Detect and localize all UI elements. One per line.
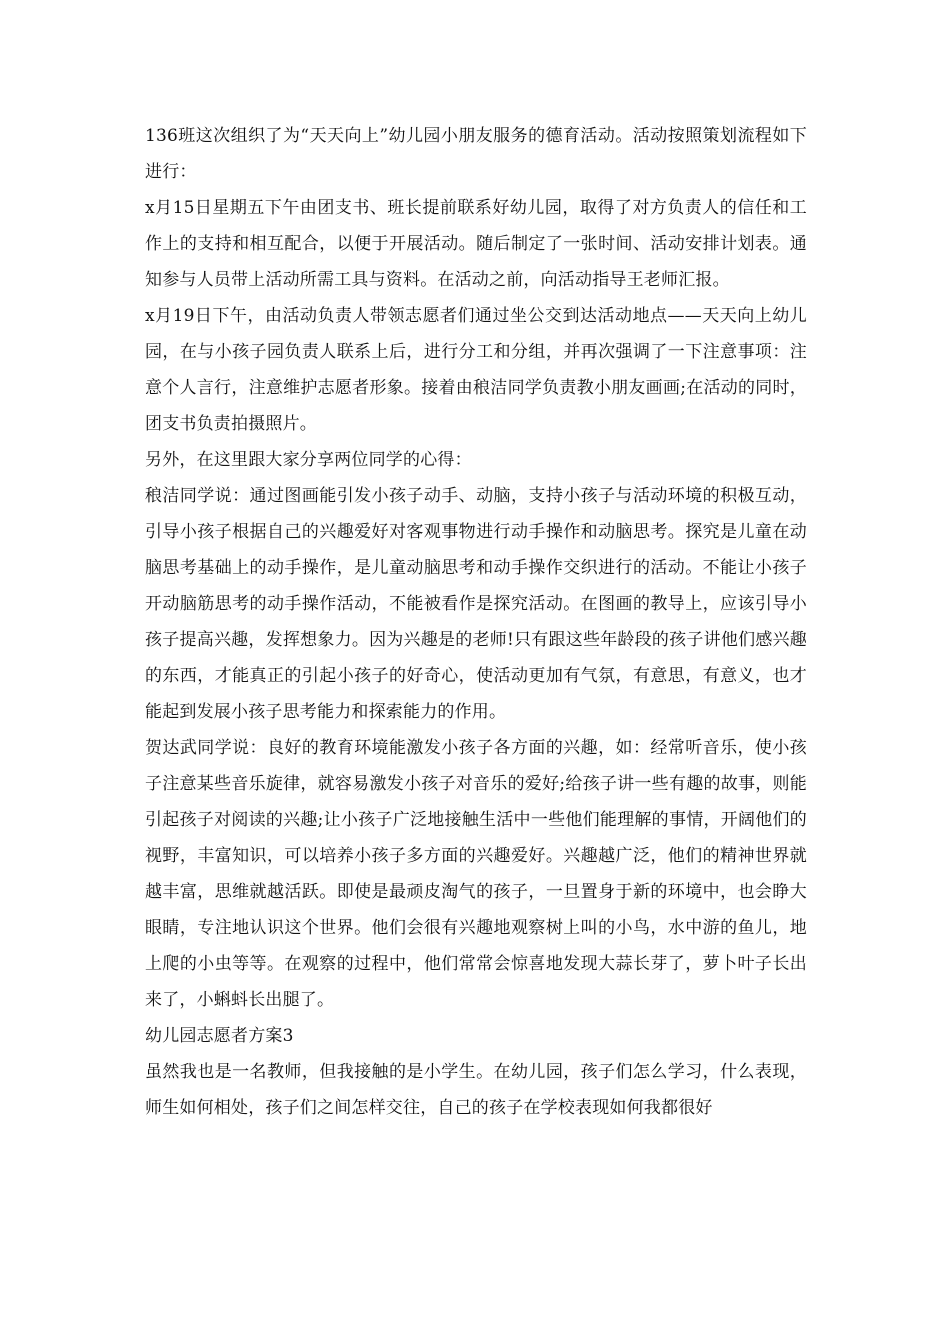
paragraph-plan-3-intro: 虽然我也是一名教师，但我接触的是小学生。在幼儿园，孩子们怎么学习，什么表现，师生如何相处，孩子们之间怎样交往，自己的孩子在学校表现如何我都很好 <box>145 1062 807 1118</box>
paragraph-student-reflection-2: 贺达武同学说：良好的教育环境能激发小孩子各方面的兴趣，如：经常听音乐，使小孩子注意某些音乐旋律，就容易激发小孩子对音乐的爱好;给孩子讲一些有趣的故事，则能引起孩子对阅读的兴趣;让小孩子广泛地接触生活中一些他们能理解的事情，开阔他们的视野，丰富知识，可以培养小孩子多方面的兴趣爱好。兴趣越广泛，他们的精神世界就越丰富，思维就越活跃。即使是最顽皮淘气的孩子，一旦置身于新的环境中，也会睁大眼睛，专注地认识这个世界。他们会很有兴趣地观察树上叫的小鸟，水中游的鱼儿，地上爬的小虫等等。在观察的过程中，他们常常会惊喜地发现大蒜长芽了，萝卜叶子长出来了，小蝌蚪长出腿了。 <box>145 738 807 1010</box>
document-body <box>145 118 807 1126</box>
section-heading: 幼儿园志愿者方案3 <box>145 1026 294 1046</box>
paragraph-preparation: x月15日星期五下午由团支书、班长提前联系好幼儿园，取得了对方负责人的信任和工作上的支持和相互配合，以便于开展活动。随后制定了一张时间、活动安排计划表。通知参与人员带上活动所需工具与资料。在活动之前，向活动指导王老师汇报。 <box>145 198 807 290</box>
paragraph-share-intro: 另外，在这里跟大家分享两位同学的心得： <box>145 450 472 470</box>
paragraph-activity-day: x月19日下午，由活动负责人带领志愿者们通过坐公交到达活动地点——天天向上幼儿园，在与小孩子园负责人联系上后，进行分工和分组，并再次强调了一下注意事项：注意个人言行，注意维护志愿者形象。接着由稂洁同学负责教小朋友画画;在活动的同时，团支书负责拍摄照片。 <box>145 306 807 434</box>
paragraph-student-reflection-1: 稂洁同学说：通过图画能引发小孩子动手、动脑，支持小孩子与活动环境的积极互动，引导小孩子根据自己的兴趣爱好对客观事物进行动手操作和动脑思考。探究是儿童在动脑思考基础上的动手操作，是儿童动脑思考和动手操作交织进行的活动。不能让小孩子开动脑筋思考的动手操作活动，不能被看作是探究活动。在图画的教导上，应该引导小孩子提高兴趣，发挥想象力。因为兴趣是的老师!只有跟这些年龄段的孩子讲他们感兴趣的东西，才能真正的引起小孩子的好奇心，使活动更加有气氛，有意思，有意义，也才能起到发展小孩子思考能力和探索能力的作用。 <box>145 486 807 722</box>
paragraph-activity-intro: 136班这次组织了为“天天向上”幼儿园小朋友服务的德育活动。活动按照策划流程如下进行： <box>145 126 807 182</box>
